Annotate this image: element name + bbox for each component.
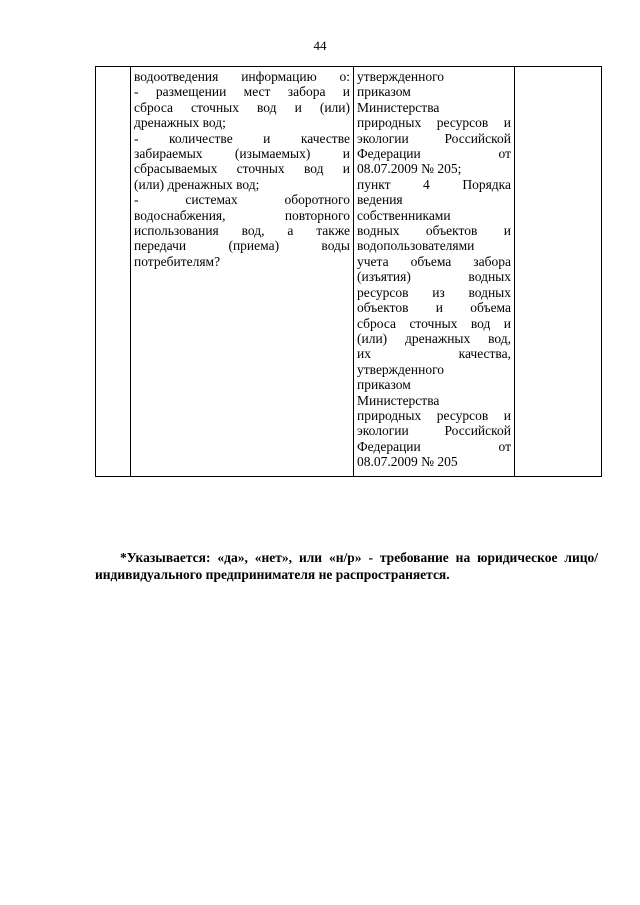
requirements-table [95,66,602,477]
reference-line: утвержденного [357,69,445,84]
question-line: водоснабжения, повторного [134,207,350,223]
question-line: - количестве и качестве [134,130,350,146]
table-row [96,67,602,477]
reference-line: собственниками [357,207,451,223]
reference-line: приказом [357,377,411,393]
reference-line: Федерации от [357,438,511,454]
question-line: - размещении мест забора и [134,84,350,100]
reference-line: пункт 4 Порядка [357,176,511,192]
question-line: сброса сточных вод и (или) [134,99,350,115]
reference-line: экологии Российской [357,423,511,439]
reference-line: учета объема забора [357,253,511,269]
reference-line: сброса сточных вод и [357,315,511,331]
row-number-cell [96,67,131,477]
question-line: (или) дренажных вод; [134,176,260,192]
question-line: забираемых (изымаемых) и [134,146,350,162]
reference-line: их качества, [357,346,511,362]
question-line: сбрасываемых сточных вод и [134,161,350,177]
reference-line: природных ресурсов и [357,115,511,131]
question-line: дренажных вод; [134,115,226,131]
footnote [95,549,598,583]
page-number: 44 [313,38,327,53]
reference-line: 08.07.2009 № 205; [357,161,462,177]
question-line: - системах оборотного [134,192,350,208]
reference-line: Министерства [357,392,440,408]
reference-line: утвержденного [357,361,445,377]
footnote-text: *Указывается: «да», «нет», или «н/р» - требование на юридическое лицо/индивидуального предпринимателя не распространяется. [95,550,598,582]
reference-line: Федерации от [357,146,511,162]
reference-line: экологии Российской [357,130,511,146]
reference-line: водных объектов и [357,223,511,239]
reference-line: объектов и объема [357,300,511,316]
reference-line: приказом [357,84,411,100]
question-cell [131,67,354,477]
reference-line: Министерства [357,99,440,115]
question-line: использования вод, а также [134,223,350,239]
answer-cell [515,67,602,477]
reference-line: водопользователями [357,238,475,254]
question-line: потребителям? [134,253,221,269]
question-line: передачи (приема) воды [134,238,350,254]
reference-line: природных ресурсов и [357,407,511,423]
legal-reference-cell [354,67,515,477]
reference-line: (изъятия) водных [357,269,511,285]
reference-line: (или) дренажных вод, [357,330,511,346]
question-line: водоотведения информацию о: [134,69,350,84]
reference-line: ведения [357,192,403,208]
reference-line: ресурсов из водных [357,284,511,300]
reference-line: 08.07.2009 № 205 [357,454,458,470]
